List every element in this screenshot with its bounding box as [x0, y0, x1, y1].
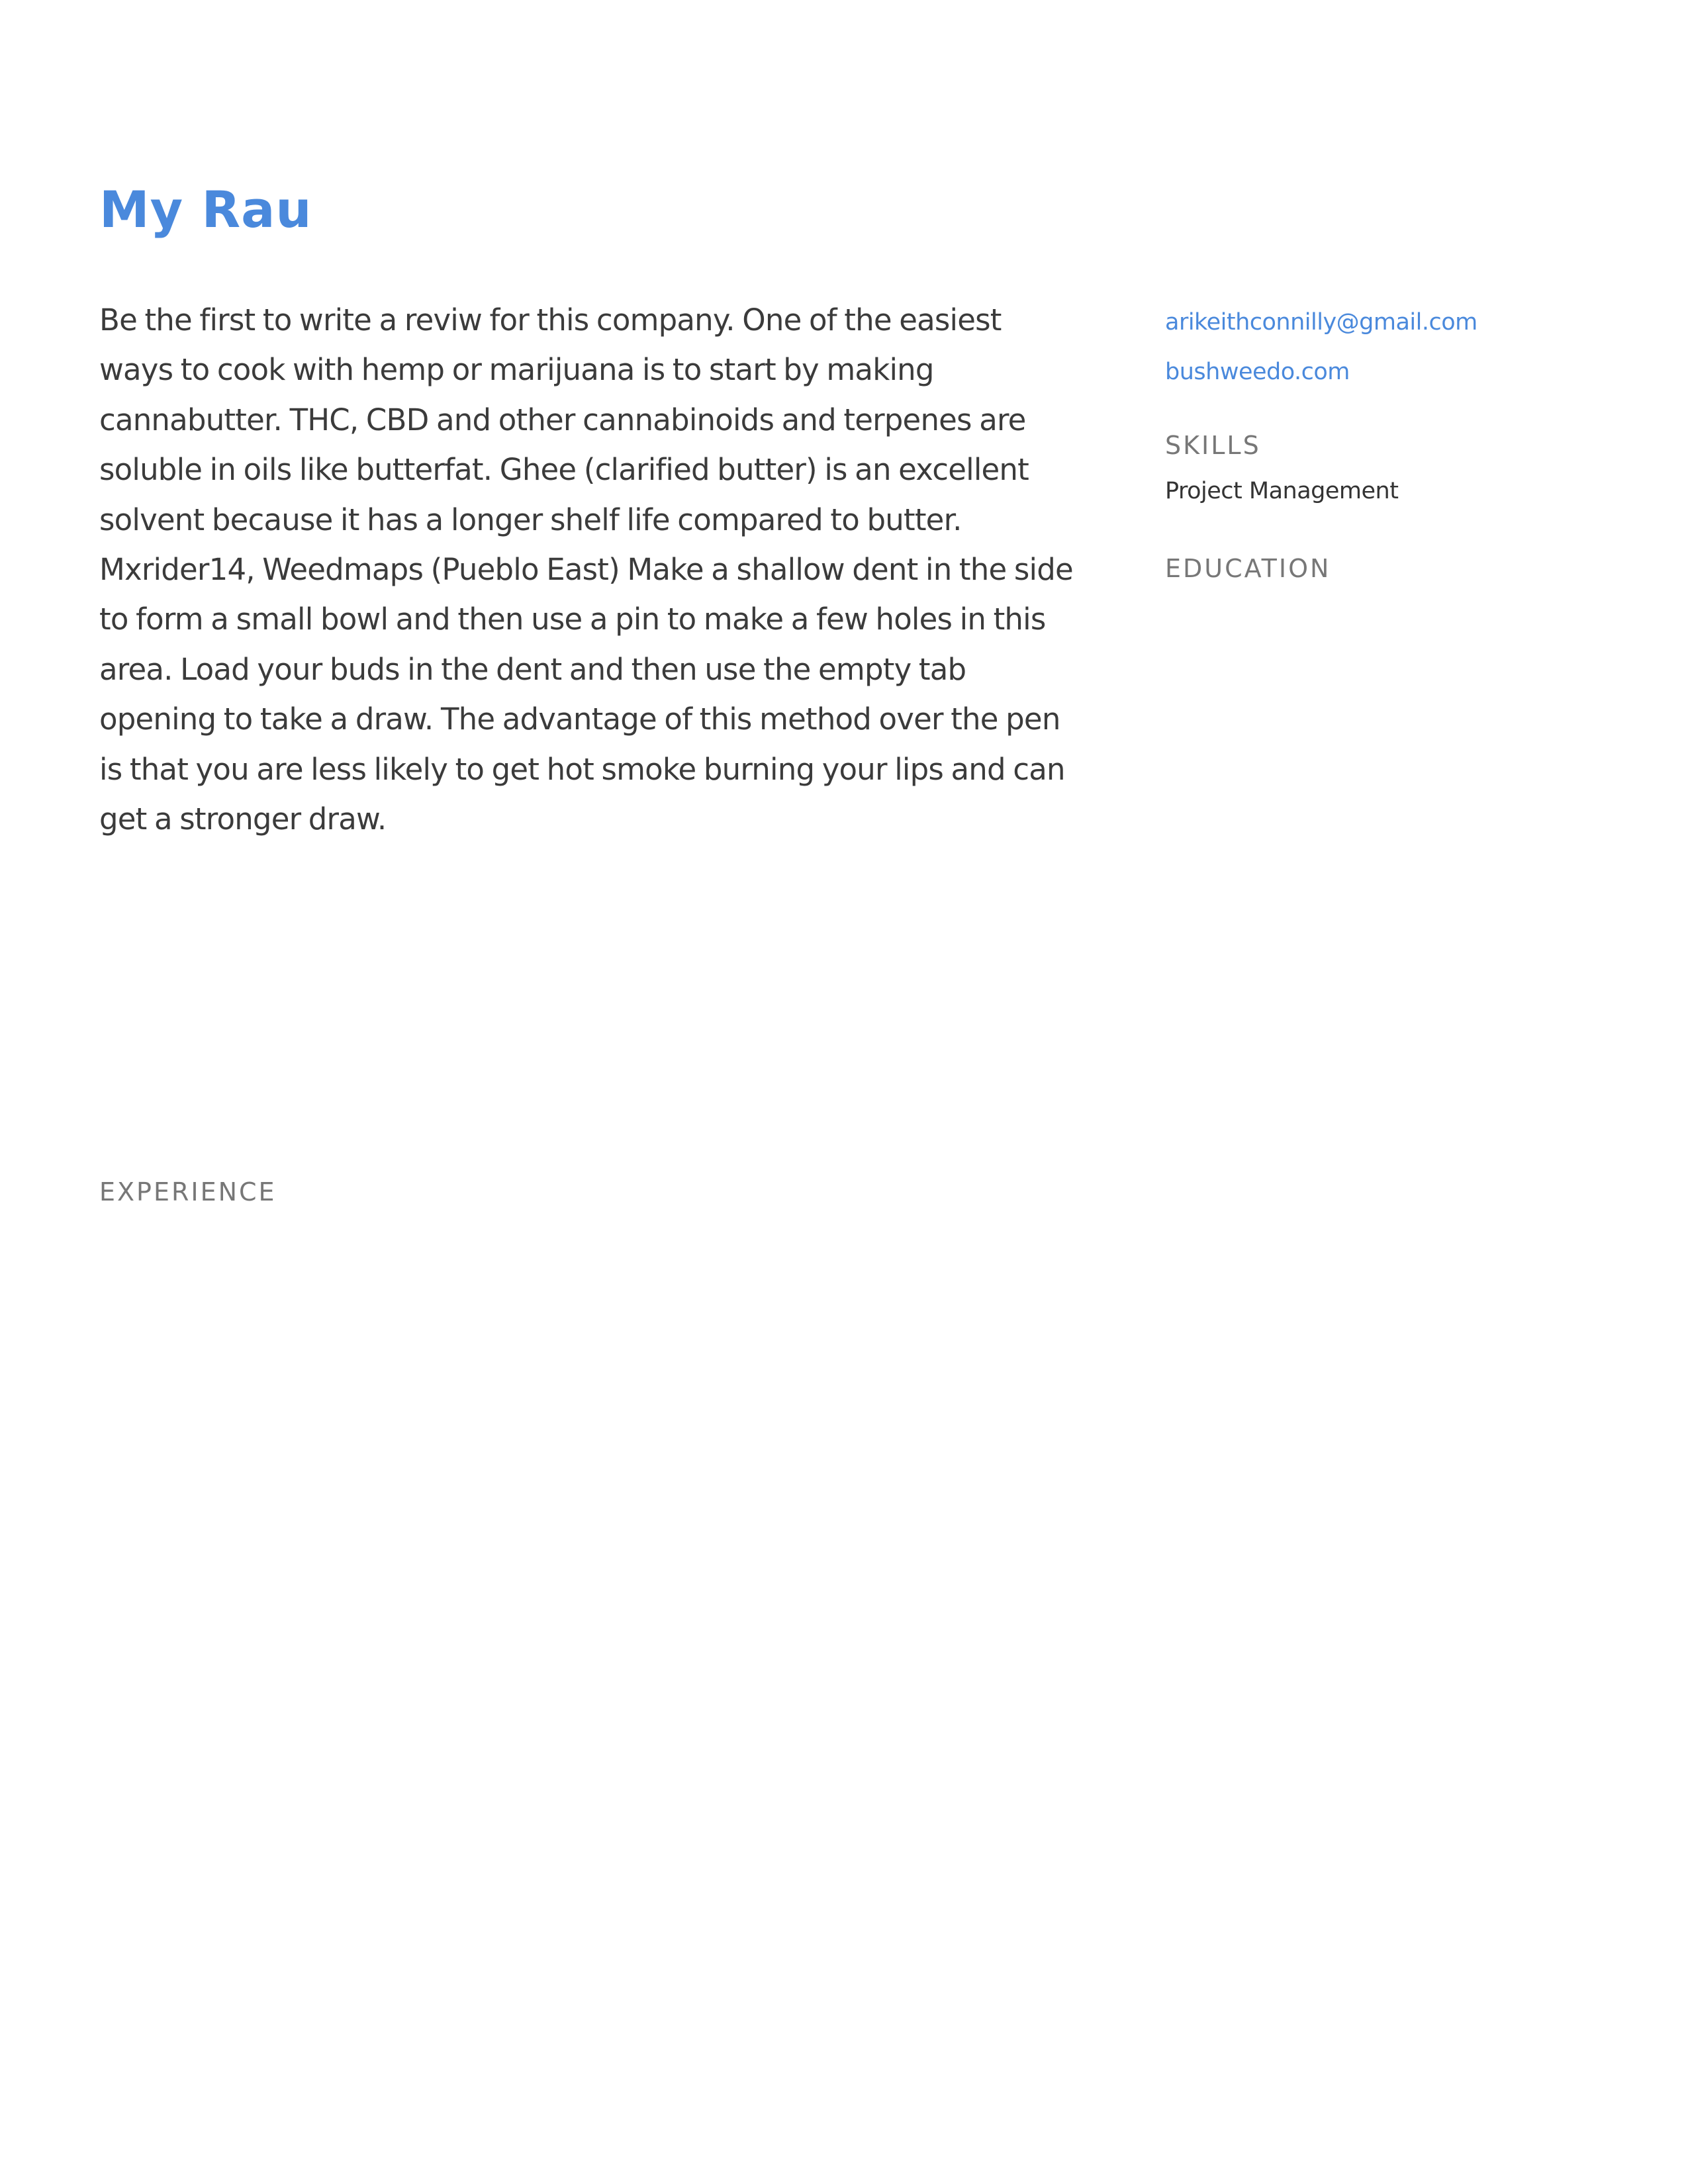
main-column [99, 295, 1079, 1206]
skill-item: Project Management [1165, 478, 1399, 504]
sidebar-column [1165, 298, 1642, 594]
email-link[interactable]: arikeithconnilly@gmail.com [1165, 309, 1477, 336]
website-link[interactable]: bushweedo.com [1165, 359, 1350, 385]
education-heading: EDUCATION [1165, 554, 1331, 583]
experience-heading: EXPERIENCE [99, 1177, 277, 1206]
summary-paragraph: Be the first to write a reviw for this company. One of the easiest ways to cook with hemp or marijuana is to start by making cannabutter. THC, CBD and other cannabinoids and terpenes are soluble in oils like butterfat. Ghee (clarified butter) is an excellent solvent because it has a longer shelf life compared to butter. Mxrider14, Weedmaps (Pueblo East) Make a shallow dent in the side to form a small bowl and then use a pin to make a few holes in this area. Load your buds in the dent and then use the empty tab opening to take a draw. The advantage of this method over the pen is that you are less likely to get hot smoke burning your lips and can get a stronger draw. [99, 302, 1073, 837]
education-section [1165, 552, 1642, 585]
skills-heading: SKILLS [1165, 431, 1261, 460]
skills-section [1165, 429, 1642, 511]
candidate-name: My Rau [99, 180, 312, 239]
